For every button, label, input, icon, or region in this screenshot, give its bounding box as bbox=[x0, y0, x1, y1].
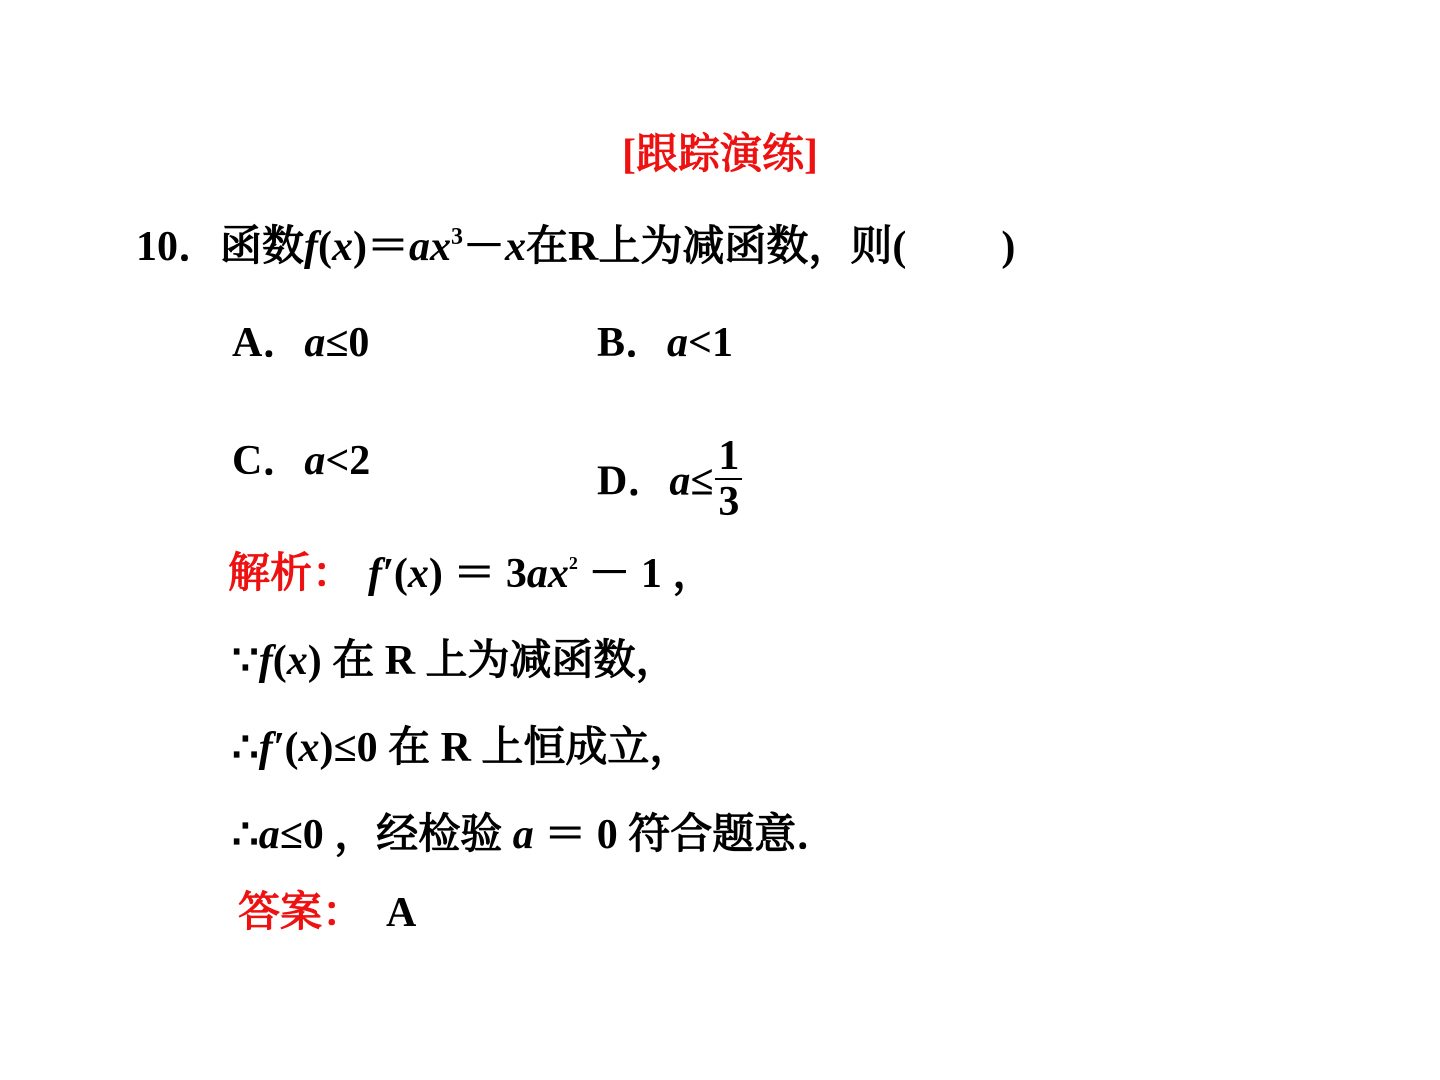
therefore-symbol: ∴ bbox=[232, 812, 259, 858]
question-suffix: 在R上为减函数，则( bbox=[526, 224, 907, 270]
statement-text: ≤0 ，经检验 bbox=[279, 812, 513, 858]
paren-open: ( bbox=[284, 725, 299, 771]
option-label: A． bbox=[232, 320, 305, 366]
answer-value: A bbox=[386, 890, 417, 936]
equation-tail: － 1 ， bbox=[577, 551, 715, 597]
variable-x: x bbox=[286, 638, 308, 684]
question-number: 10． bbox=[136, 224, 221, 270]
option-label: C． bbox=[232, 438, 305, 484]
answer-line bbox=[238, 892, 416, 934]
option-relation: ≤ bbox=[690, 458, 714, 505]
function-name: f bbox=[304, 224, 319, 270]
statement-text: )≤0 在 R 上恒成立， bbox=[319, 725, 692, 771]
option-b[interactable] bbox=[597, 322, 733, 364]
term-ax: ax bbox=[409, 224, 452, 270]
option-c[interactable] bbox=[232, 440, 370, 482]
variable-x: x bbox=[505, 224, 527, 270]
fraction-numerator: 1 bbox=[715, 434, 742, 480]
paren-close: ) bbox=[1001, 224, 1016, 270]
option-relation: <1 bbox=[688, 320, 733, 366]
paren-close-equals: )＝ bbox=[353, 224, 410, 270]
equation-text: ) ＝ 3 bbox=[428, 551, 527, 597]
statement-text: ) 在 R 上为减函数， bbox=[307, 638, 678, 684]
question-prefix: 函数 bbox=[220, 224, 305, 270]
paren-open: ( bbox=[272, 638, 287, 684]
statement-tail: ＝ 0 符合题意． bbox=[533, 812, 839, 858]
derivative-f: f′ bbox=[258, 725, 285, 771]
paren-open: ( bbox=[318, 224, 333, 270]
variable-a: a bbox=[512, 812, 534, 858]
function-name: f bbox=[258, 638, 273, 684]
option-variable: a bbox=[669, 458, 691, 505]
variable-x: x bbox=[332, 224, 354, 270]
option-label: D． bbox=[597, 458, 670, 505]
term-ax: ax bbox=[526, 551, 569, 597]
solution-line-2 bbox=[232, 640, 678, 682]
minus-sign: － bbox=[463, 224, 506, 270]
paren-open: ( bbox=[393, 551, 408, 597]
variable-x: x bbox=[407, 551, 429, 597]
variable-a: a bbox=[258, 812, 280, 858]
option-relation: <2 bbox=[325, 438, 371, 484]
option-a[interactable] bbox=[232, 322, 369, 364]
fraction-denominator: 3 bbox=[718, 479, 740, 525]
option-d[interactable] bbox=[597, 433, 742, 530]
exponent: 2 bbox=[568, 553, 578, 573]
page-title: [跟踪演练] bbox=[622, 132, 818, 178]
variable-x: x bbox=[298, 725, 320, 771]
because-symbol: ∵ bbox=[232, 638, 259, 684]
option-variable: a bbox=[304, 438, 326, 484]
option-label: B． bbox=[597, 320, 668, 366]
question-stem bbox=[136, 226, 1015, 268]
solution-label: 解析： bbox=[228, 551, 355, 597]
therefore-symbol: ∴ bbox=[232, 725, 259, 771]
derivative-f: f′ bbox=[368, 551, 394, 597]
solution-line-4 bbox=[232, 814, 838, 856]
solution-line-1 bbox=[228, 553, 714, 595]
option-relation: ≤0 bbox=[325, 320, 370, 366]
answer-label: 答案： bbox=[238, 890, 365, 936]
option-variable: a bbox=[304, 320, 326, 366]
fraction bbox=[715, 434, 742, 524]
solution-line-3 bbox=[232, 727, 691, 769]
option-variable: a bbox=[667, 320, 689, 366]
exponent: 3 bbox=[451, 224, 464, 250]
